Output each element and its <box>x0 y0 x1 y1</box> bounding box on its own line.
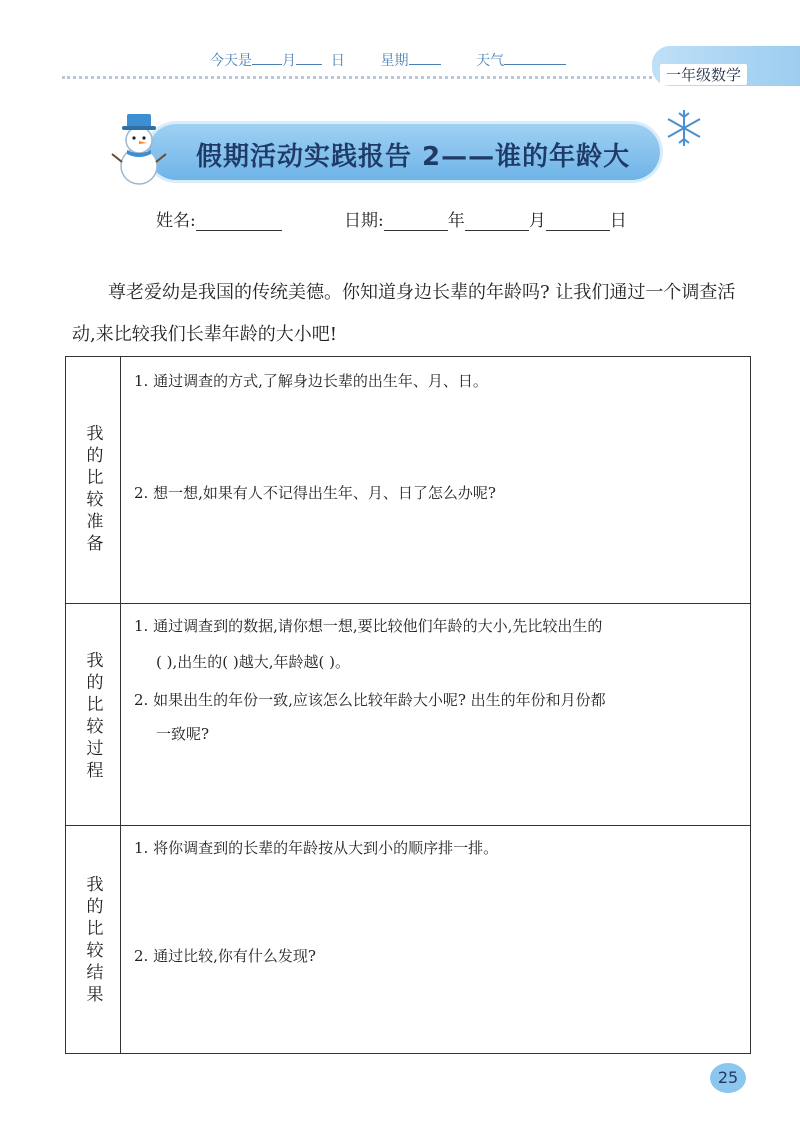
section-results <box>66 825 750 1054</box>
section-label-cell <box>66 357 121 603</box>
snowman-icon <box>110 108 168 188</box>
section-process <box>66 603 750 826</box>
prep-question-2: 2. 想一想,如果有人不记得出生年、月、日了怎么办呢? <box>134 484 496 502</box>
date-field[interactable] <box>344 206 627 231</box>
label-char: 我 <box>86 651 104 671</box>
year-blank[interactable] <box>384 212 448 231</box>
label-char: 比 <box>86 468 104 488</box>
label-char: 结 <box>86 963 104 983</box>
results-question-1: 1. 将你调查到的长辈的年龄按从大到小的顺序排一排。 <box>134 839 499 857</box>
section-label-results <box>84 874 106 1006</box>
name-label: 姓名: <box>156 211 196 231</box>
report-table <box>65 356 751 1054</box>
month-label-info: 月 <box>528 211 546 231</box>
page-number: 25 <box>710 1063 746 1093</box>
label-char: 的 <box>86 673 104 693</box>
section-preparation <box>66 357 750 603</box>
label-char: 程 <box>86 761 104 781</box>
label-char: 较 <box>86 490 104 510</box>
header-date-line <box>210 50 566 70</box>
section-label-preparation <box>84 423 106 555</box>
label-char: 果 <box>86 985 104 1005</box>
snowflake-icon <box>664 108 704 148</box>
year-label: 年 <box>447 211 465 231</box>
name-field[interactable] <box>156 206 282 231</box>
day-label: 日 <box>330 53 345 69</box>
label-char: 比 <box>86 919 104 939</box>
label-char: 较 <box>86 717 104 737</box>
month-label: 月 <box>282 53 296 69</box>
intro-paragraph: 尊老爱幼是我国的传统美德。你知道身边长辈的年龄吗? 让我们通过一个调查活动,来比较我们长辈年龄的大小吧! <box>72 282 736 345</box>
day-blank[interactable] <box>546 212 610 231</box>
results-question-2: 2. 通过比较,你有什么发现? <box>134 947 316 965</box>
process-question-1-line2[interactable]: ( ),出生的( )越大,年龄越( )。 <box>156 653 350 671</box>
section-label-cell <box>66 604 121 826</box>
header-divider <box>62 76 652 79</box>
name-blank[interactable] <box>196 212 282 231</box>
label-char: 准 <box>86 512 104 532</box>
label-char: 我 <box>86 875 104 895</box>
process-question-2-line2: 一致呢? <box>156 725 210 743</box>
day-label-info: 日 <box>609 211 627 231</box>
grade-label: 一年级数学 <box>660 64 747 85</box>
date-label: 日期: <box>344 211 384 231</box>
today-label: 今天是 <box>210 53 252 69</box>
label-char: 的 <box>86 446 104 466</box>
page-title: 假期活动实践报告 2——谁的年龄大 <box>196 142 631 172</box>
label-char: 我 <box>86 424 104 444</box>
label-char: 过 <box>86 739 104 759</box>
label-char: 备 <box>86 534 104 554</box>
label-char: 较 <box>86 941 104 961</box>
month-blank[interactable] <box>465 212 529 231</box>
label-char: 的 <box>86 897 104 917</box>
section-label-process <box>84 650 106 782</box>
label-char: 比 <box>86 695 104 715</box>
weather-label: 天气 <box>476 53 505 69</box>
section-label-cell <box>66 826 121 1054</box>
prep-question-1: 1. 通过调查的方式,了解身边长辈的出生年、月、日。 <box>134 372 488 390</box>
weekday-label: 星期 <box>380 53 409 69</box>
process-question-2-line1: 2. 如果出生的年份一致,应该怎么比较年龄大小呢? 出生的年份和月份都 <box>134 691 606 709</box>
process-question-1-line1: 1. 通过调查到的数据,请你想一想,要比较他们年龄的大小,先比较出生的 <box>134 617 603 635</box>
